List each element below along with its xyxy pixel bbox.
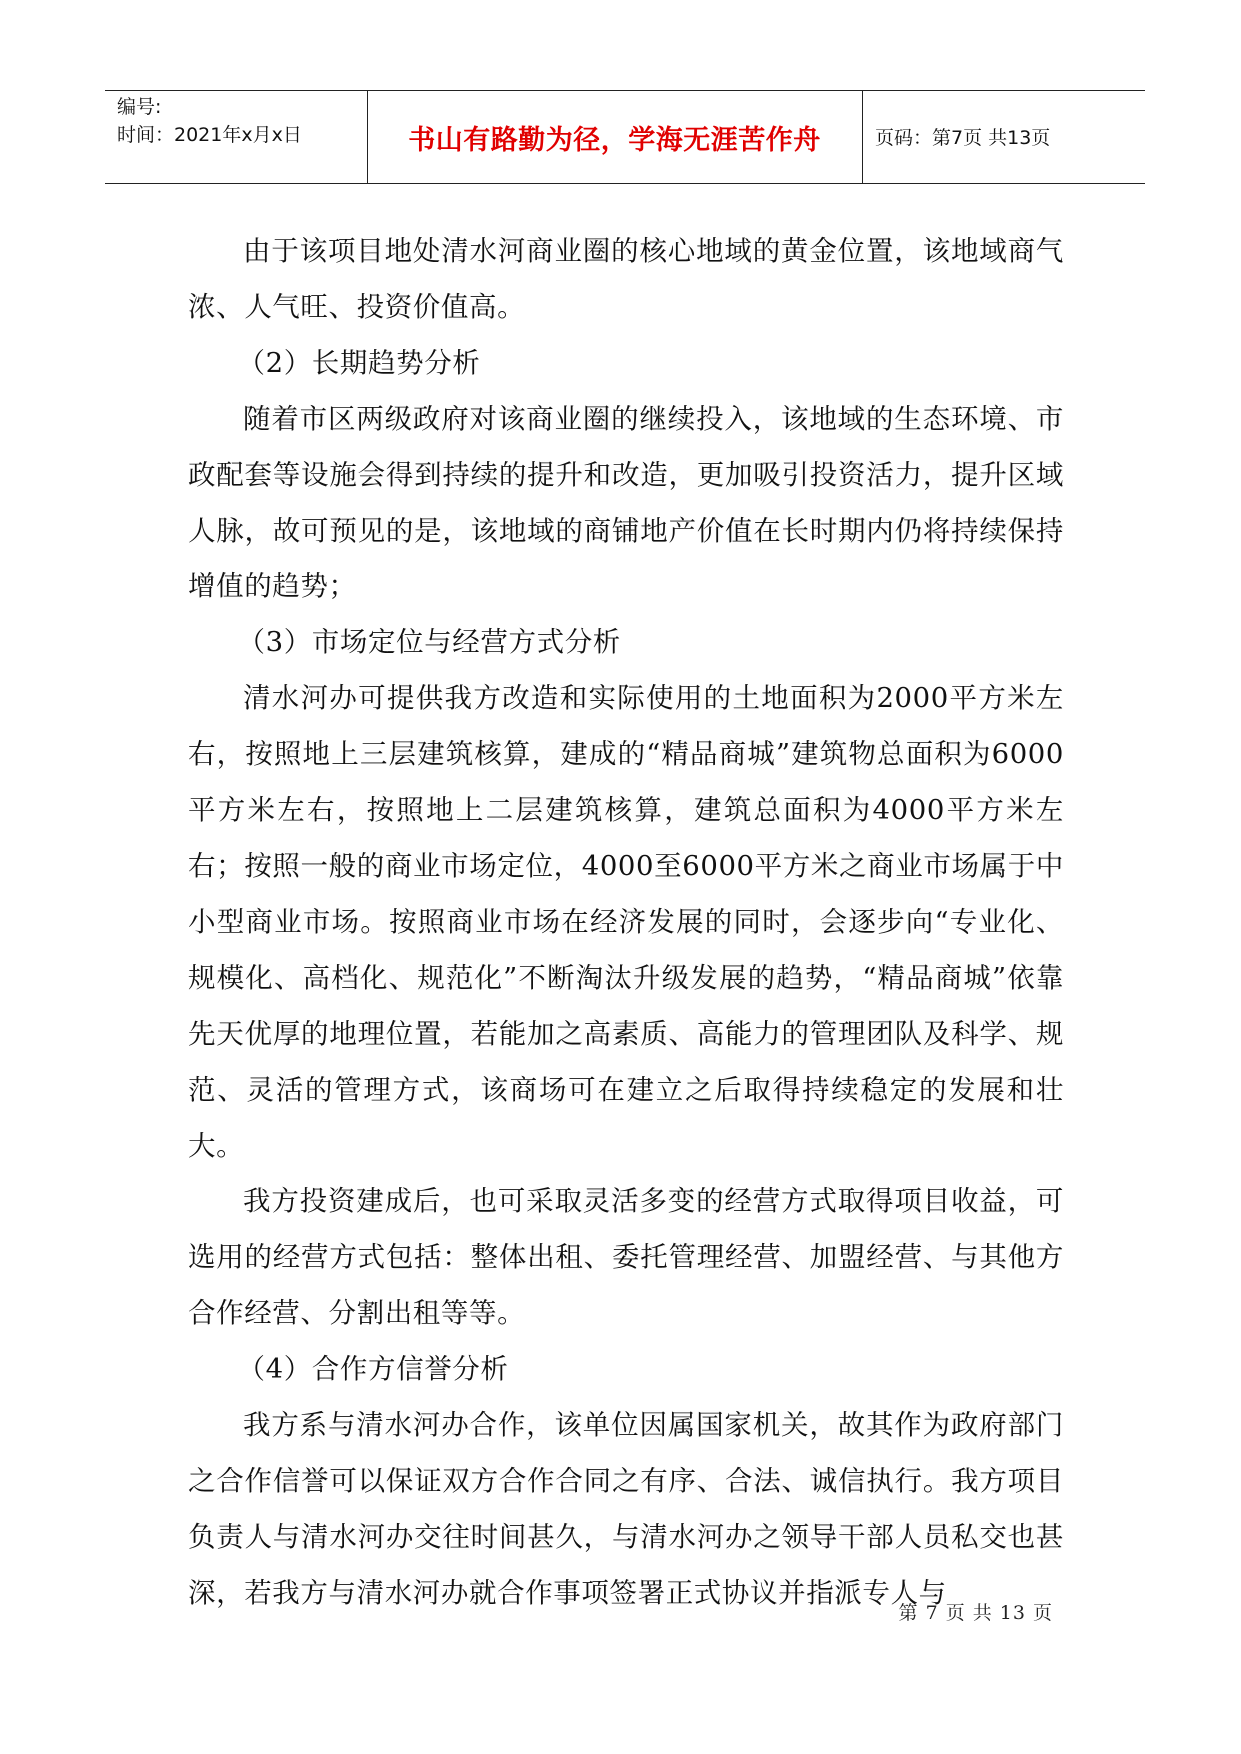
paragraph: 由于该项目地处清水河商业圈的核心地域的黄金位置，该地域商气浓、人气旺、投资价值高。 — [188, 235, 1064, 323]
section-heading: （2）长期趋势分析 — [237, 346, 481, 379]
paragraph: 我方系与清水河办合作，该单位因属国家机关，故其作为政府部门之合作信誉可以保证双方合作合同之有序、合法、诚信执行。我方项目负责人与清水河办交往时间甚久，与清水河办之领导干部人员私交也甚深，若我方与清水河办就合作事项签署正式协议并指派专人与 — [188, 1409, 1064, 1609]
header-meta — [117, 93, 367, 149]
time-label: 时间：2021年x月x日 — [117, 124, 302, 146]
header-motto: 书山有路勤为径，学海无涯苦作舟 — [408, 125, 821, 156]
header-page-number: 页码：第7页 共13页 — [875, 127, 1051, 149]
section-heading: （4）合作方信誉分析 — [237, 1353, 509, 1386]
paragraph: 我方投资建成后，也可采取灵活多变的经营方式取得项目收益，可选用的经营方式包括：整体出租、委托管理经营、加盟经营、与其他方合作经营、分割出租等等。 — [188, 1185, 1064, 1330]
page-footer: 第 7 页 共 13 页 — [898, 1602, 1053, 1624]
page-header — [105, 90, 1145, 184]
section-heading: （3）市场定位与经营方式分析 — [237, 626, 621, 659]
header-divider-right — [862, 91, 863, 183]
document-body — [188, 224, 1064, 1622]
paragraph: 清水河办可提供我方改造和实际使用的土地面积为2000平方米左右，按照地上三层建筑核算，建成的“精品商城”建筑物总面积为6000平方米左右，按照地上二层建筑核算，建筑总面积为4000平方米左右；按照一般的商业市场定位，4000至6000平方米之商业市场属于中小型商业市场。按照商业市场在经济发展的同时，会逐步向“专业化、规模化、高档化、规范化”不断淘汰升级发展的趋势，“精品商城”依靠先天优厚的地理位置，若能加之高素质、高能力的管理团队及科学、规范、灵活的管理方式，该商场可在建立之后取得持续稳定的发展和壮大。 — [188, 682, 1064, 1162]
paragraph: 随着市区两级政府对该商业圈的继续投入，该地域的生态环境、市政配套等设施会得到持续的提升和改造，更加吸引投资活力，提升区域人脉，故可预见的是，该地域的商铺地产价值在长时期内仍将持续保持增值的趋势； — [188, 402, 1064, 603]
serial-label: 编号: — [117, 96, 162, 118]
